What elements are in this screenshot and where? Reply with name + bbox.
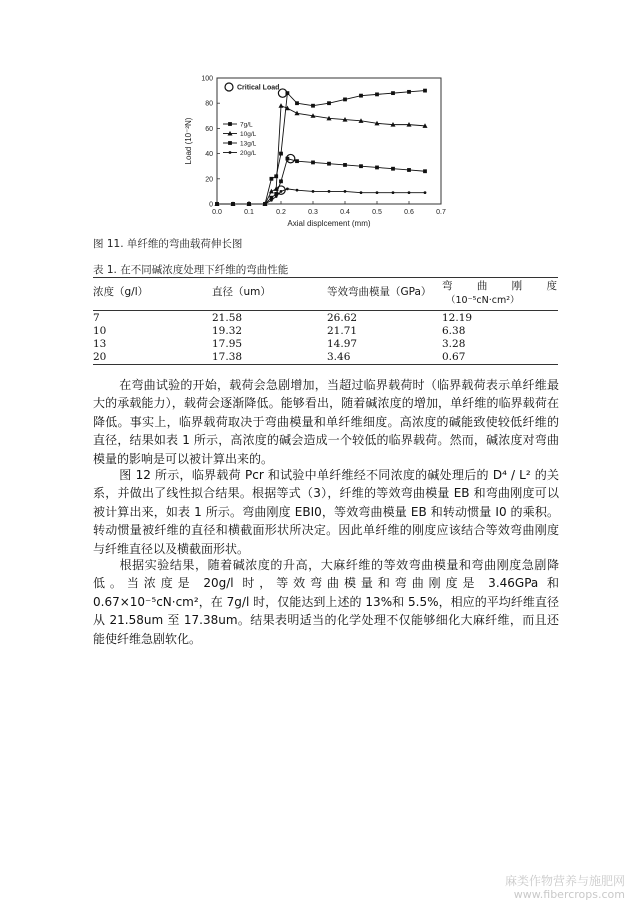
table-cell: 13 bbox=[93, 338, 107, 350]
table-cell: 10 bbox=[93, 325, 107, 337]
table-cell: 21.58 bbox=[212, 312, 243, 324]
table-cell: 20 bbox=[93, 351, 107, 363]
table-header-rule bbox=[93, 310, 558, 311]
data-point-20g/L bbox=[280, 190, 283, 193]
legend-marker bbox=[228, 122, 232, 126]
data-point-10g/L bbox=[295, 111, 300, 116]
data-point-20g/L bbox=[216, 203, 219, 206]
data-point-7g/L bbox=[311, 104, 315, 108]
data-point-13g/L bbox=[327, 162, 331, 166]
data-point-20g/L bbox=[275, 195, 278, 198]
x-axis-label: Axial displcement (mm) bbox=[287, 219, 371, 228]
table-cell: 14.97 bbox=[327, 338, 358, 350]
x-tick-label: 0.3 bbox=[308, 209, 318, 216]
table-cell: 6.38 bbox=[442, 325, 466, 337]
legend-label: 7g/L bbox=[240, 121, 253, 129]
legend-marker bbox=[229, 151, 232, 154]
data-point-13g/L bbox=[407, 168, 411, 172]
data-point-7g/L bbox=[327, 101, 331, 105]
data-point-13g/L bbox=[295, 159, 299, 163]
watermark-title: 麻类作物营养与施肥网 bbox=[504, 874, 625, 888]
paragraph-3 bbox=[93, 556, 559, 648]
y-tick-label: 40 bbox=[205, 151, 213, 159]
series-line-13g/L bbox=[217, 159, 425, 204]
table-cell: 17.95 bbox=[212, 338, 243, 350]
x-tick-label: 0.0 bbox=[212, 209, 222, 216]
paragraph-1 bbox=[93, 376, 559, 468]
legend-marker bbox=[228, 141, 232, 145]
legend-label: 10g/L bbox=[240, 131, 257, 138]
x-tick-label: 0.5 bbox=[372, 209, 382, 216]
data-point-20g/L bbox=[286, 187, 289, 190]
legend-critical-marker bbox=[225, 83, 233, 91]
paragraph-3-text: 根据实验结果，随着碱浓度的升高，大麻纤维的等效弯曲模量和弯曲刚度急剧降低。当浓度是 20g/l 时，等效弯曲模量和弯曲刚度是 3.46GPa 和 0.67×10⁻⁵cN·cm²，在 7g/l 时，仅能达到上述的 13%和 5.5%，相应的平均纤维直径从 21.58um 至 17.38um。结果表明适当的化学处理不仅能够细化大麻纤维，而且还能使纤维急剧软化。 bbox=[93, 558, 559, 646]
y-axis-label: Load (10⁻²N) bbox=[184, 117, 193, 165]
bending-load-chart bbox=[175, 68, 465, 236]
table-cell: 26.62 bbox=[327, 312, 358, 324]
table-cell: 12.19 bbox=[442, 312, 473, 324]
paragraph-2 bbox=[93, 466, 559, 558]
data-point-7g/L bbox=[423, 89, 427, 93]
table-cell: 21.71 bbox=[327, 325, 358, 337]
data-point-7g/L bbox=[407, 90, 411, 94]
data-point-10g/L bbox=[279, 103, 284, 108]
series-line-20g/L bbox=[217, 189, 425, 204]
data-point-20g/L bbox=[392, 191, 395, 194]
paragraph-2-text: 图 12 所示，临界载荷 Pcr 和试验中单纤维经不同浓度的碱处理后的 D⁴ / L² 的关系，并做出了线性拟合结果。根据等式（3），纤维的等效弯曲模量 EB 和弯曲刚度可以被计算出来，如表 1 所示。弯曲刚度 EBI0，等效弯曲模量 EB 和转动惯量 I0 的乘积。转动惯量被纤维的直径和横截面形状所决定。因此单纤维的刚度应该结合等效弯曲刚度与纤维直径以及横截面形状。 bbox=[93, 468, 559, 556]
y-tick-label: 60 bbox=[205, 125, 213, 133]
legend-critical-label: Critical Load bbox=[237, 84, 280, 92]
data-point-20g/L bbox=[312, 190, 315, 193]
data-point-20g/L bbox=[270, 199, 273, 202]
watermark bbox=[505, 875, 625, 901]
y-tick-label: 80 bbox=[205, 100, 213, 108]
data-point-13g/L bbox=[359, 164, 363, 168]
table-cell: 7 bbox=[93, 312, 100, 324]
data-point-7g/L bbox=[391, 91, 395, 95]
table-cell: 17.38 bbox=[212, 351, 243, 363]
data-point-20g/L bbox=[344, 190, 347, 193]
y-tick-label: 20 bbox=[205, 176, 213, 184]
x-tick-label: 0.4 bbox=[340, 209, 350, 216]
data-point-7g/L bbox=[295, 101, 299, 105]
legend-label: 20g/L bbox=[240, 150, 257, 157]
data-point-20g/L bbox=[232, 203, 235, 206]
x-tick-label: 0.2 bbox=[276, 209, 286, 216]
paragraph-1-text: 在弯曲试验的开始，载荷会急剧增加，当超过临界载荷时（临界载荷表示单纤维最大的承载能力），载荷会逐渐降低。能够看出，随着碱浓度的增加，单纤维的临界载荷在降低。事实上，临界载荷取决于弯曲模量和单纤维细度。高浓度的碱能致使较低纤维的直径，结果如表 1 所示，高浓度的碱会造成一个较低的临界载荷。然而，碱浓度对弯曲模量的影响是可以被计算出来的。 bbox=[93, 378, 559, 466]
data-point-7g/L bbox=[279, 152, 283, 156]
data-point-20g/L bbox=[248, 203, 251, 206]
x-tick-label: 0.1 bbox=[244, 209, 254, 216]
chart-canvas bbox=[175, 68, 465, 236]
table-header-diameter: 直径（um） bbox=[212, 286, 271, 298]
data-point-7g/L bbox=[375, 92, 379, 96]
data-point-20g/L bbox=[408, 191, 411, 194]
data-point-7g/L bbox=[270, 177, 274, 181]
data-point-20g/L bbox=[328, 190, 331, 193]
data-point-20g/L bbox=[264, 203, 267, 206]
data-point-7g/L bbox=[343, 98, 347, 102]
x-tick-label: 0.6 bbox=[404, 209, 414, 216]
y-tick-label: 100 bbox=[201, 75, 213, 83]
table-header-modulus: 等效弯曲模量（GPa） bbox=[327, 286, 432, 298]
table-cell: 19.32 bbox=[212, 325, 243, 337]
data-point-13g/L bbox=[391, 167, 395, 171]
table-header-concentration: 浓度（g/l） bbox=[93, 286, 149, 298]
table-cell: 3.28 bbox=[442, 338, 466, 350]
table-caption: 表 1. 在不同碱浓度处理下纤维的弯曲性能 bbox=[93, 264, 289, 276]
legend-label: 13g/L bbox=[240, 140, 257, 148]
watermark-url: www.fibercrops.com bbox=[513, 888, 625, 901]
table-header-stiffness-unit: （10⁻⁵cN·cm²） bbox=[446, 295, 520, 306]
table-header-stiffness: 弯 曲 刚 度 bbox=[442, 280, 557, 292]
data-point-7g/L bbox=[274, 174, 278, 178]
x-tick-label: 0.7 bbox=[436, 209, 446, 216]
data-point-20g/L bbox=[424, 191, 427, 194]
data-point-20g/L bbox=[296, 189, 299, 192]
y-tick-label: 0 bbox=[209, 201, 213, 209]
data-point-13g/L bbox=[375, 166, 379, 170]
data-point-20g/L bbox=[376, 191, 379, 194]
data-point-7g/L bbox=[359, 94, 363, 98]
data-point-13g/L bbox=[343, 163, 347, 167]
data-point-13g/L bbox=[423, 169, 427, 173]
data-point-13g/L bbox=[311, 161, 315, 165]
data-point-10g/L bbox=[269, 189, 274, 194]
data-point-13g/L bbox=[279, 179, 283, 183]
data-point-20g/L bbox=[360, 191, 363, 194]
figure-caption: 图 11. 单纤维的弯曲载荷伸长图 bbox=[93, 238, 243, 250]
table-cell: 3.46 bbox=[327, 351, 351, 363]
table-cell: 0.67 bbox=[442, 351, 466, 363]
table-bottom-rule bbox=[93, 364, 558, 365]
